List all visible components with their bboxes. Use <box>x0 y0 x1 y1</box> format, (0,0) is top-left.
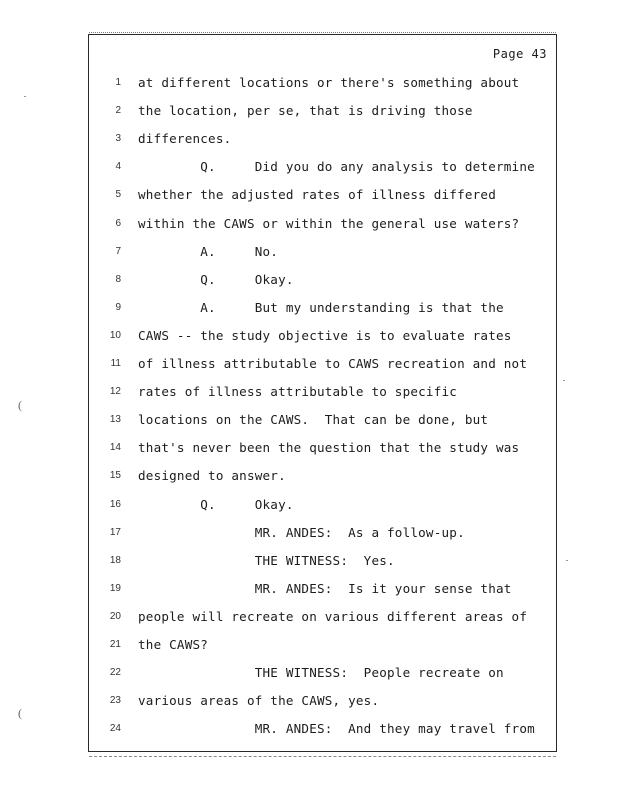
transcript-line <box>89 720 556 740</box>
line-text: THE WITNESS: Yes. <box>138 552 395 568</box>
line-text: Q. Did you do any analysis to determine <box>138 159 535 175</box>
scan-speck <box>563 380 565 381</box>
transcript-line <box>89 215 556 235</box>
line-text: at different locations or there's something about <box>138 75 520 90</box>
transcript-line <box>89 467 556 487</box>
line-text: rates of illness attributable to specific <box>138 384 458 400</box>
line-number: 20 <box>109 610 121 622</box>
line-number: 18 <box>109 554 121 566</box>
line-text: whether the adjusted rates of illness differed <box>138 187 496 203</box>
scan-artifact-top <box>89 32 556 33</box>
transcript-line <box>89 580 556 600</box>
transcript-line <box>89 74 556 94</box>
line-number: 24 <box>109 723 121 735</box>
transcript-line <box>89 439 556 459</box>
page-number-label: Page 43 <box>492 47 547 61</box>
line-number: 10 <box>109 329 121 341</box>
line-text: Q. Okay. <box>138 496 294 512</box>
line-text: Q. Okay. <box>138 271 294 287</box>
line-text: THE WITNESS: People recreate on <box>138 665 504 681</box>
line-number: 5 <box>115 189 121 201</box>
scan-speck <box>566 560 568 561</box>
line-text: the location, per se, that is driving those <box>138 103 473 119</box>
scan-artifact-bottom <box>89 756 556 757</box>
line-text: people will recreate on various different areas of <box>138 608 528 624</box>
transcript-line <box>89 186 556 206</box>
line-text: various areas of the CAWS, yes. <box>138 693 380 709</box>
transcript-line <box>89 327 556 347</box>
line-number: 15 <box>109 470 121 482</box>
line-number: 12 <box>109 386 121 398</box>
line-number: 9 <box>115 301 121 313</box>
transcript-line <box>89 692 556 712</box>
line-text: that's never been the question that the study was <box>138 440 520 456</box>
line-text: A. But my understanding is that the <box>138 299 504 315</box>
transcript-line <box>89 636 556 656</box>
line-number: 11 <box>110 358 121 369</box>
transcript-line <box>89 271 556 291</box>
transcript-line <box>89 608 556 628</box>
line-number: 22 <box>109 667 121 679</box>
line-number: 1 <box>115 77 121 88</box>
line-number: 13 <box>109 414 121 426</box>
transcript-line <box>89 102 556 122</box>
line-text: A. No. <box>138 243 279 259</box>
line-number: 17 <box>109 526 121 538</box>
transcript-line <box>89 411 556 431</box>
binder-hole-mark: ( <box>18 398 22 412</box>
line-text: MR. ANDES: And they may travel from <box>138 721 535 737</box>
line-number: 14 <box>109 442 121 454</box>
line-number: 7 <box>115 245 121 257</box>
line-number: 6 <box>115 217 121 229</box>
transcript-line <box>89 383 556 403</box>
transcript-line <box>89 243 556 263</box>
line-number: 2 <box>115 105 121 117</box>
transcript-line <box>89 496 556 516</box>
scan-speck <box>24 96 26 97</box>
line-number: 4 <box>115 161 121 173</box>
line-text: locations on the CAWS. That can be done, but <box>138 412 489 428</box>
transcript-line <box>89 158 556 178</box>
transcript-line <box>89 552 556 572</box>
transcript-line <box>89 130 556 150</box>
line-number: 19 <box>109 582 121 594</box>
line-text: MR. ANDES: Is it your sense that <box>138 580 512 596</box>
transcript-line <box>89 664 556 684</box>
line-text: of illness attributable to CAWS recreation and not <box>138 356 528 371</box>
line-text: designed to answer. <box>138 468 286 484</box>
line-number: 16 <box>109 498 121 510</box>
line-number: 23 <box>109 695 121 707</box>
line-text: MR. ANDES: As a follow-up. <box>138 524 465 540</box>
line-text: within the CAWS or within the general use waters? <box>138 215 520 231</box>
transcript-line <box>89 355 556 375</box>
transcript-line <box>89 524 556 544</box>
line-number: 3 <box>115 133 121 145</box>
transcript-line <box>89 299 556 319</box>
line-number: 8 <box>115 273 121 285</box>
line-number: 21 <box>109 639 121 650</box>
line-text: CAWS -- the study objective is to evaluate rates <box>138 327 512 343</box>
binder-hole-mark: ( <box>18 706 22 720</box>
line-text: the CAWS? <box>138 637 209 652</box>
transcript-page-frame <box>88 34 557 752</box>
line-text: differences. <box>138 131 232 147</box>
